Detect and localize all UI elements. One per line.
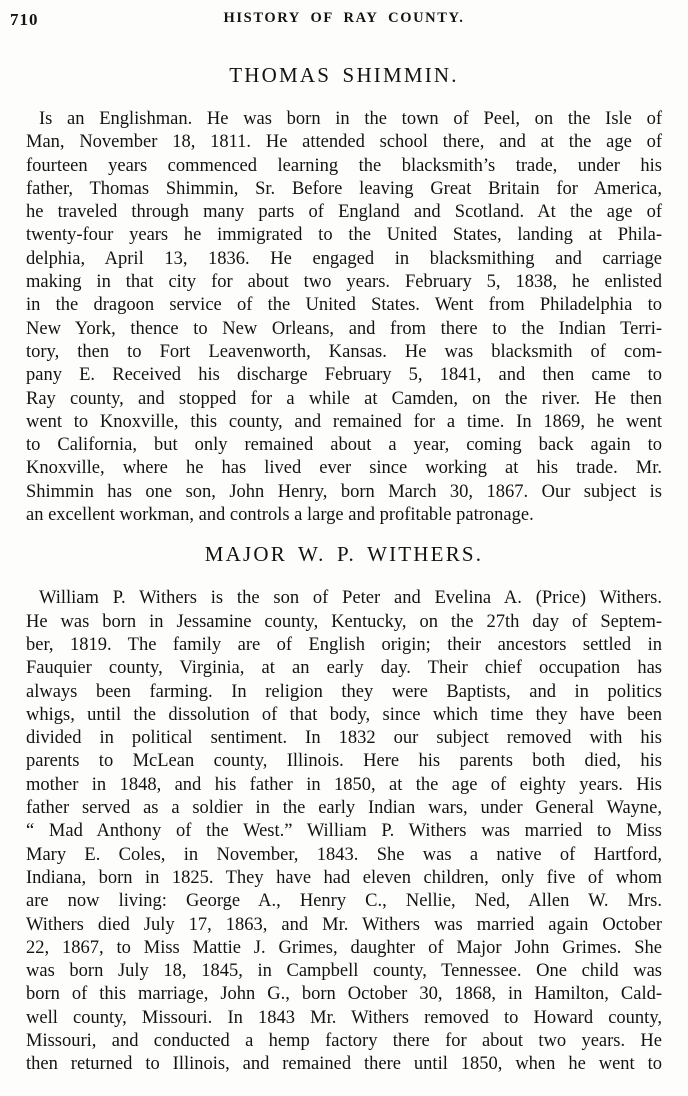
text-line: well county, Missouri. In 1843 Mr. Withers removed to Howard county, bbox=[26, 1007, 662, 1028]
text-line: Shimmin has one son, John Henry, born March 30, 1867. Our subject is bbox=[26, 481, 662, 502]
text-line: always been farming. In religion they were Baptists, and in politics bbox=[26, 681, 662, 702]
text-line: Man, November 18, 1811. He attended school there, and at the age of bbox=[26, 132, 662, 153]
section-thomas-shimmin bbox=[26, 63, 662, 527]
text-line: making in that city for about two years. February 5, 1838, he enlisted bbox=[26, 272, 662, 293]
text-line: pany E. Received his discharge February 5, 1841, and then came to bbox=[26, 365, 662, 386]
text-line: twenty-four years he immigrated to the United States, landing at Phila- bbox=[26, 225, 662, 246]
page-header bbox=[10, 10, 662, 32]
text-line: Is an Englishman. He was born in the town of Peel, on the Isle of bbox=[39, 109, 662, 129]
text-line: parents to McLean county, Illinois. Here his parents both died, his bbox=[26, 751, 662, 772]
text-line: mother in 1848, and his father in 1850, at the age of eighty years. His bbox=[26, 774, 662, 795]
entry-heading-major-withers: MAJOR W. P. WITHERS. bbox=[204, 542, 484, 567]
entry-heading-thomas-shimmin: THOMAS SHIMMIN. bbox=[229, 63, 459, 87]
text-line: ber, 1819. The family are of English origin; their ancestors settled in bbox=[26, 634, 662, 655]
text-line: Withers died July 17, 1863, and Mr. Withers was married again October bbox=[26, 914, 662, 935]
text-line: was born July 18, 1845, in Campbell county, Tennessee. One child was bbox=[26, 961, 662, 982]
text-line: Knoxville, where he has lived ever since working at his trade. Mr. bbox=[26, 458, 662, 479]
text-line: Fauquier county, Virginia, at an early day. Their chief occupation has bbox=[26, 658, 662, 679]
text-line: born of this marriage, John G., born October 30, 1868, in Hamilton, Cald- bbox=[26, 984, 662, 1005]
text-line: New York, thence to New Orleans, and from there to the Indian Terri- bbox=[26, 318, 662, 339]
text-line: fourteen years commenced learning the blacksmith’s trade, under his bbox=[26, 155, 662, 176]
text-line: in the dragoon service of the United States. Went from Philadelphia to bbox=[26, 295, 662, 316]
text-line: Indiana, born in 1825. They have had eleven children, only five of whom bbox=[26, 867, 662, 888]
text-line: he traveled through many parts of England and Scotland. At the age of bbox=[26, 202, 662, 223]
text-line: 22, 1867, to Miss Mattie J. Grimes, daughter of Major John Grimes. She bbox=[26, 937, 662, 958]
text-line: went to Knoxville, this county, and remained for a time. In 1869, he went bbox=[26, 411, 662, 432]
section-major-withers bbox=[26, 542, 662, 1076]
running-header-title: HISTORY OF RAY COUNTY. bbox=[223, 10, 465, 26]
text-line: then returned to Illinois, and remained there until 1850, when he went to bbox=[26, 1054, 662, 1075]
text-line: father served as a soldier in the early Indian wars, under General Wayne, bbox=[26, 798, 662, 819]
text-line: William P. Withers is the son of Peter and Evelina A. (Price) Withers. bbox=[39, 588, 662, 609]
text-line: divided in political sentiment. In 1832 our subject removed with his bbox=[26, 728, 662, 749]
text-line: father, Thomas Shimmin, Sr. Before leaving Great Britain for America, bbox=[26, 178, 662, 199]
entry-paragraph-thomas-shimmin bbox=[26, 108, 662, 527]
text-line: He was born in Jessamine county, Kentucky, on the 27th day of Septem- bbox=[26, 611, 662, 632]
text-line: Missouri, and conducted a hemp factory there for about two years. He bbox=[26, 1030, 662, 1051]
text-line: Ray county, and stopped for a while at Camden, on the river. He then bbox=[26, 388, 662, 409]
text-line: delphia, April 13, 1836. He engaged in blacksmithing and carriage bbox=[26, 248, 662, 269]
entry-paragraph-major-withers bbox=[26, 587, 662, 1076]
text-line: whigs, until the dissolution of that body, since which time they have been bbox=[26, 704, 662, 725]
text-line: an excellent workman, and controls a large and profitable patronage. bbox=[26, 505, 534, 526]
text-line: Mary E. Coles, in November, 1843. She was a native of Hartford, bbox=[26, 844, 662, 865]
page-number: 710 bbox=[10, 10, 39, 29]
text-line: “ Mad Anthony of the West.” William P. Withers was married to Miss bbox=[26, 821, 662, 842]
text-line: to California, but only remained about a year, coming back again to bbox=[26, 435, 662, 456]
text-line: are now living: George A., Henry C., Nellie, Ned, Allen W. Mrs. bbox=[26, 891, 662, 912]
text-line: tory, then to Fort Leavenworth, Kansas. He was blacksmith of com- bbox=[26, 341, 662, 362]
